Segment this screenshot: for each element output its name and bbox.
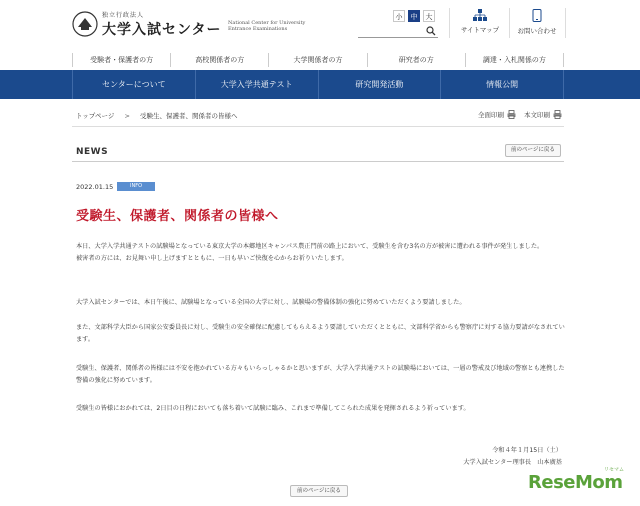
org-name: 大学入試センター (102, 22, 222, 38)
org-name-en: National Center for University Entrance Examinations (228, 20, 306, 32)
contact-link[interactable] (512, 9, 562, 35)
search-input[interactable] (358, 26, 438, 38)
watermark-brand: ReseMom (528, 472, 623, 493)
font-size-large-button[interactable]: 大 (423, 10, 435, 22)
font-size-small-button[interactable]: 小 (393, 10, 405, 22)
main-nav-common-test[interactable]: 大学入学共通テスト (195, 70, 318, 99)
breadcrumb (76, 111, 238, 120)
main-nav-disclosure[interactable]: 情報公開 (440, 70, 564, 99)
article-paragraph-line: 本日、大学入学共通テストの試験場となっている東京大学の本郷地区キャンパス農正門前の路上において、受験生を含む3名の方が被害に遭われる事件が発生しました。 (76, 243, 544, 250)
phone-icon (532, 9, 542, 22)
print-body-label: 本文印刷 (524, 111, 550, 119)
article-paragraph: また、文部科学大臣から国家公安委員長に対し、受験生の安全確保に配慮してもらえるよう要請していただくとともに、文部科学省からも警察庁に対する協力要請がなされています。 (76, 324, 565, 343)
divider (72, 126, 564, 127)
sitemap-icon (473, 9, 487, 21)
site-logo[interactable] (72, 9, 352, 41)
signature-date: 令和４年１月15日（土） (492, 447, 562, 454)
sitemap-link[interactable] (455, 9, 505, 34)
site-header (0, 0, 640, 48)
printer-icon (507, 110, 516, 119)
breadcrumb-home[interactable]: トップページ (76, 112, 115, 120)
header-divider (449, 8, 450, 38)
header-divider (509, 8, 510, 38)
breadcrumb-current: 受験生、保護者、関係者の皆様へ (140, 112, 238, 120)
back-button-bottom[interactable]: 前のページに戻る (290, 485, 348, 497)
article-paragraph: 受験生、保護者、関係者の皆様には不安を抱かれている方々もいらっしゃるかと思いますが、大学入学共通テストの試験場においては、一層の警戒及び地域の警察とも連携した警備の強化に努めています。 (76, 365, 565, 384)
print-full-label: 全面印刷 (478, 111, 504, 119)
org-type-label: 独立行政法人 (102, 12, 145, 19)
watermark-sub: リセマム (604, 467, 624, 473)
search-icon[interactable] (426, 26, 436, 36)
audience-item-high-school[interactable]: 高校関係者の方 (170, 53, 268, 67)
article-paragraph: 受験生の皆様におかれては、2日目の日程においても落ち着いて試験に臨み、これまで準備してこられた成果を発揮されるよう祈っています。 (76, 405, 470, 412)
font-size-medium-button[interactable]: 中 (408, 10, 420, 22)
audience-item-researchers[interactable]: 研究者の方 (367, 53, 465, 67)
audience-item-procurement[interactable]: 調達・入札関係の方 (465, 53, 564, 67)
article-paragraph (76, 241, 568, 265)
divider (72, 161, 564, 162)
signature-name: 大学入試センター理事長 山本廣基 (463, 459, 562, 466)
print-full-button[interactable] (478, 110, 516, 119)
contact-label: お問い合わせ (517, 27, 557, 35)
main-nav-research[interactable]: 研究開発活動 (318, 70, 441, 99)
print-body-button[interactable] (524, 110, 562, 119)
audience-item-university[interactable]: 大学関係者の方 (268, 53, 366, 67)
breadcrumb-separator: > (124, 112, 130, 120)
print-links (478, 110, 562, 119)
article-paragraph-line: 被害者の方には、お見舞い申し上げますとともに、一日も早いご快復を心からお祈りいたします。 (76, 255, 348, 262)
article-title: 受験生、保護者、関係者の皆様へ (76, 209, 279, 224)
header-divider (565, 8, 566, 38)
article-paragraph: 大学入試センターでは、本日午後に、試験場となっている全国の大学に対し、試験場の警備体制の強化に努めていただくよう要請しました。 (76, 299, 466, 306)
back-button-top[interactable]: 前のページに戻る (505, 144, 561, 157)
logo-mark-icon (72, 11, 98, 37)
section-heading: NEWS (76, 147, 109, 157)
category-badge: INFO (117, 182, 155, 191)
main-nav (0, 70, 640, 99)
resemom-watermark (528, 467, 628, 496)
audience-nav (72, 53, 564, 67)
audience-item-examinees[interactable]: 受験者・保護者の方 (72, 53, 170, 67)
sitemap-label: サイトマップ (460, 26, 500, 34)
news-date: 2022.01.15 (76, 183, 114, 191)
main-nav-about[interactable]: センターについて (72, 70, 195, 99)
printer-icon (553, 110, 562, 119)
font-size-switcher (393, 10, 435, 22)
